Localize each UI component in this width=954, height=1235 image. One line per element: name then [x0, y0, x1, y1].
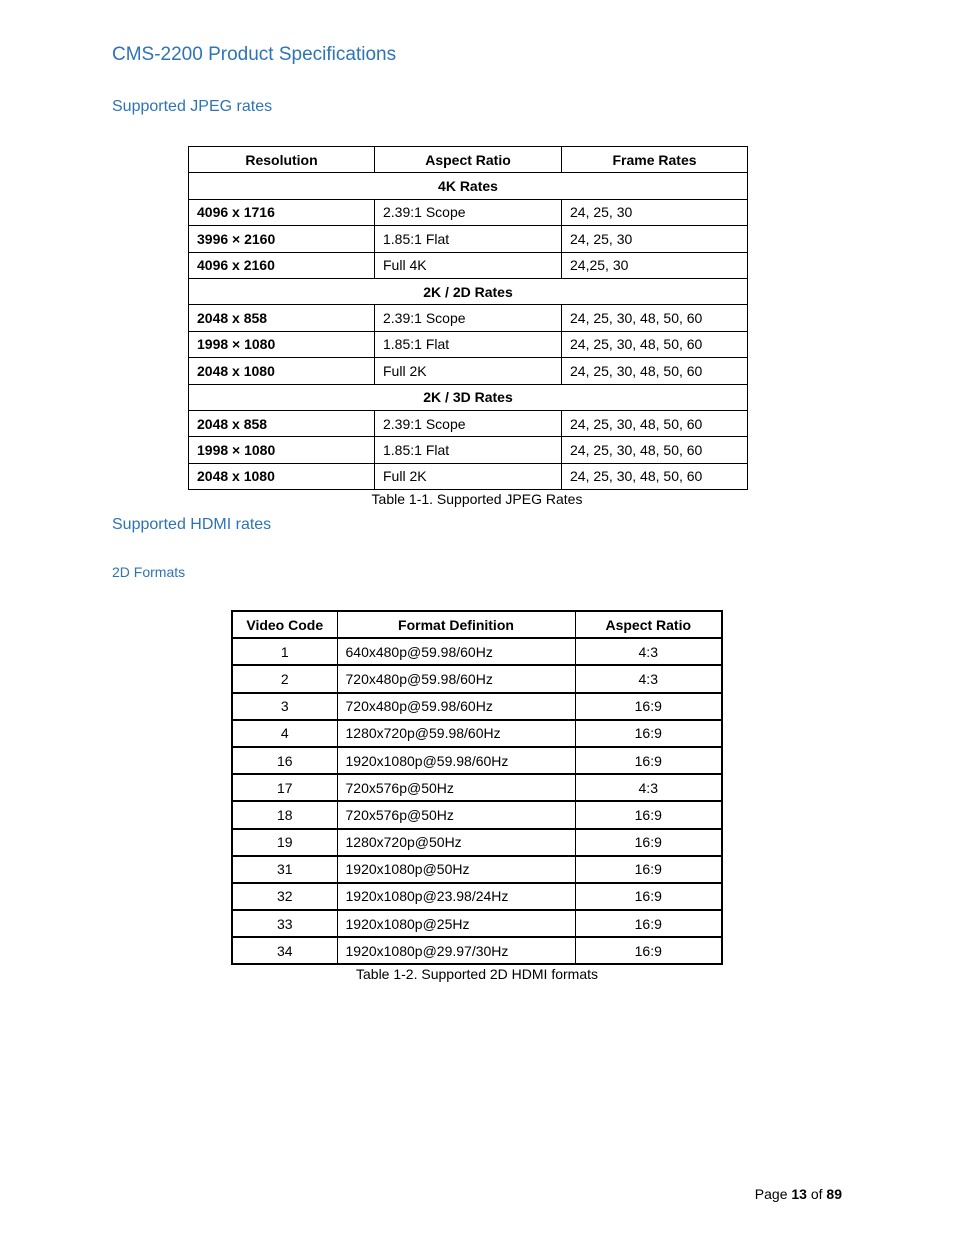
- group-label: 2K / 3D Rates: [189, 384, 748, 410]
- video-code-cell: 34: [232, 937, 337, 964]
- table-row: [189, 358, 748, 384]
- group-row: [189, 173, 748, 199]
- format-definition-cell: 640x480p@59.98/60Hz: [337, 638, 575, 665]
- jpeg-table-body: [189, 173, 748, 490]
- hdmi-table-caption: Table 1-2. Supported 2D HDMI formats: [356, 966, 598, 982]
- frame-rates-cell: 24, 25, 30, 48, 50, 60: [562, 331, 748, 357]
- table-row: [232, 638, 722, 665]
- video-code-cell: 1: [232, 638, 337, 665]
- resolution-cell: 4096 x 2160: [189, 252, 375, 278]
- table-row: [232, 937, 722, 964]
- format-definition-cell: 1920x1080p@50Hz: [337, 856, 575, 883]
- frame-rates-cell: 24, 25, 30: [562, 226, 748, 252]
- aspect-ratio-cell: Full 2K: [375, 358, 562, 384]
- aspect-ratio-cell: 16:9: [575, 801, 722, 828]
- format-definition-cell: 1920x1080p@29.97/30Hz: [337, 937, 575, 964]
- jpeg-section-heading: Supported JPEG rates: [112, 98, 273, 115]
- hdmi-section-heading: Supported HDMI rates: [112, 516, 272, 533]
- format-definition-cell: 720x480p@59.98/60Hz: [337, 693, 575, 720]
- column-header: Resolution: [189, 147, 375, 173]
- document-title: CMS-2200 Product Specifications: [112, 44, 397, 65]
- page-total: 89: [826, 1186, 842, 1202]
- table-row: [189, 437, 748, 463]
- frame-rates-cell: 24, 25, 30: [562, 199, 748, 225]
- resolution-cell: 1998 × 1080: [189, 331, 375, 357]
- of-label: of: [810, 1186, 823, 1202]
- aspect-ratio-cell: 1.85:1 Flat: [375, 226, 562, 252]
- video-code-cell: 19: [232, 829, 337, 856]
- aspect-ratio-cell: 16:9: [575, 937, 722, 964]
- table-row: [232, 693, 722, 720]
- aspect-ratio-cell: 4:3: [575, 638, 722, 665]
- video-code-cell: 2: [232, 665, 337, 692]
- table-header-row: [189, 147, 748, 173]
- aspect-ratio-cell: 4:3: [575, 665, 722, 692]
- aspect-ratio-cell: 16:9: [575, 856, 722, 883]
- aspect-ratio-cell: 1.85:1 Flat: [375, 331, 562, 357]
- frame-rates-cell: 24, 25, 30, 48, 50, 60: [562, 437, 748, 463]
- table-row: [232, 774, 722, 801]
- aspect-ratio-cell: 2.39:1 Scope: [375, 410, 562, 436]
- table-row: [232, 665, 722, 692]
- aspect-ratio-cell: 4:3: [575, 774, 722, 801]
- table-row: [232, 720, 722, 747]
- column-header: Format Definition: [337, 611, 575, 638]
- group-label: 4K Rates: [189, 173, 748, 199]
- frame-rates-cell: 24, 25, 30, 48, 50, 60: [562, 463, 748, 489]
- format-definition-cell: 720x480p@59.98/60Hz: [337, 665, 575, 692]
- table-header-row: [232, 611, 722, 638]
- resolution-cell: 3996 × 2160: [189, 226, 375, 252]
- format-definition-cell: 720x576p@50Hz: [337, 774, 575, 801]
- aspect-ratio-cell: 16:9: [575, 747, 722, 774]
- table-row: [189, 199, 748, 225]
- column-header: Video Code: [232, 611, 337, 638]
- format-definition-cell: 1280x720p@50Hz: [337, 829, 575, 856]
- resolution-cell: 4096 x 1716: [189, 199, 375, 225]
- group-label: 2K / 2D Rates: [189, 278, 748, 304]
- video-code-cell: 32: [232, 883, 337, 910]
- column-header: Aspect Ratio: [375, 147, 562, 173]
- jpeg-table-caption: Table 1-1. Supported JPEG Rates: [371, 491, 583, 507]
- aspect-ratio-cell: 16:9: [575, 829, 722, 856]
- format-definition-cell: 1920x1080p@25Hz: [337, 910, 575, 937]
- resolution-cell: 2048 x 858: [189, 305, 375, 331]
- frame-rates-cell: 24, 25, 30, 48, 50, 60: [562, 410, 748, 436]
- video-code-cell: 16: [232, 747, 337, 774]
- format-definition-cell: 720x576p@50Hz: [337, 801, 575, 828]
- table-row: [232, 829, 722, 856]
- video-code-cell: 17: [232, 774, 337, 801]
- formats-2d-heading: 2D Formats: [112, 564, 186, 580]
- aspect-ratio-cell: 1.85:1 Flat: [375, 437, 562, 463]
- video-code-cell: 4: [232, 720, 337, 747]
- table-row: [189, 331, 748, 357]
- aspect-ratio-cell: 16:9: [575, 720, 722, 747]
- page-footer: [755, 1186, 842, 1202]
- format-definition-cell: 1920x1080p@23.98/24Hz: [337, 883, 575, 910]
- aspect-ratio-cell: 16:9: [575, 693, 722, 720]
- column-header: Frame Rates: [562, 147, 748, 173]
- resolution-cell: 2048 x 858: [189, 410, 375, 436]
- jpeg-rates-table: [188, 146, 748, 490]
- frame-rates-cell: 24,25, 30: [562, 252, 748, 278]
- resolution-cell: 1998 × 1080: [189, 437, 375, 463]
- table-row: [232, 910, 722, 937]
- table-row: [189, 305, 748, 331]
- table-row: [189, 410, 748, 436]
- hdmi-table-body: [232, 638, 722, 964]
- aspect-ratio-cell: 2.39:1 Scope: [375, 305, 562, 331]
- frame-rates-cell: 24, 25, 30, 48, 50, 60: [562, 358, 748, 384]
- aspect-ratio-cell: Full 4K: [375, 252, 562, 278]
- aspect-ratio-cell: 16:9: [575, 883, 722, 910]
- page-number: 13: [791, 1186, 807, 1202]
- table-row: [189, 463, 748, 489]
- table-row: [232, 883, 722, 910]
- aspect-ratio-cell: 2.39:1 Scope: [375, 199, 562, 225]
- column-header: Aspect Ratio: [575, 611, 722, 638]
- table-row: [232, 801, 722, 828]
- hdmi-formats-table: [231, 610, 723, 965]
- table-row: [232, 747, 722, 774]
- table-row: [189, 252, 748, 278]
- format-definition-cell: 1280x720p@59.98/60Hz: [337, 720, 575, 747]
- video-code-cell: 18: [232, 801, 337, 828]
- group-row: [189, 384, 748, 410]
- resolution-cell: 2048 x 1080: [189, 463, 375, 489]
- table-row: [232, 856, 722, 883]
- video-code-cell: 33: [232, 910, 337, 937]
- aspect-ratio-cell: Full 2K: [375, 463, 562, 489]
- resolution-cell: 2048 x 1080: [189, 358, 375, 384]
- format-definition-cell: 1920x1080p@59.98/60Hz: [337, 747, 575, 774]
- aspect-ratio-cell: 16:9: [575, 910, 722, 937]
- video-code-cell: 31: [232, 856, 337, 883]
- video-code-cell: 3: [232, 693, 337, 720]
- frame-rates-cell: 24, 25, 30, 48, 50, 60: [562, 305, 748, 331]
- table-row: [189, 226, 748, 252]
- page-label: Page: [754, 1186, 788, 1202]
- group-row: [189, 278, 748, 304]
